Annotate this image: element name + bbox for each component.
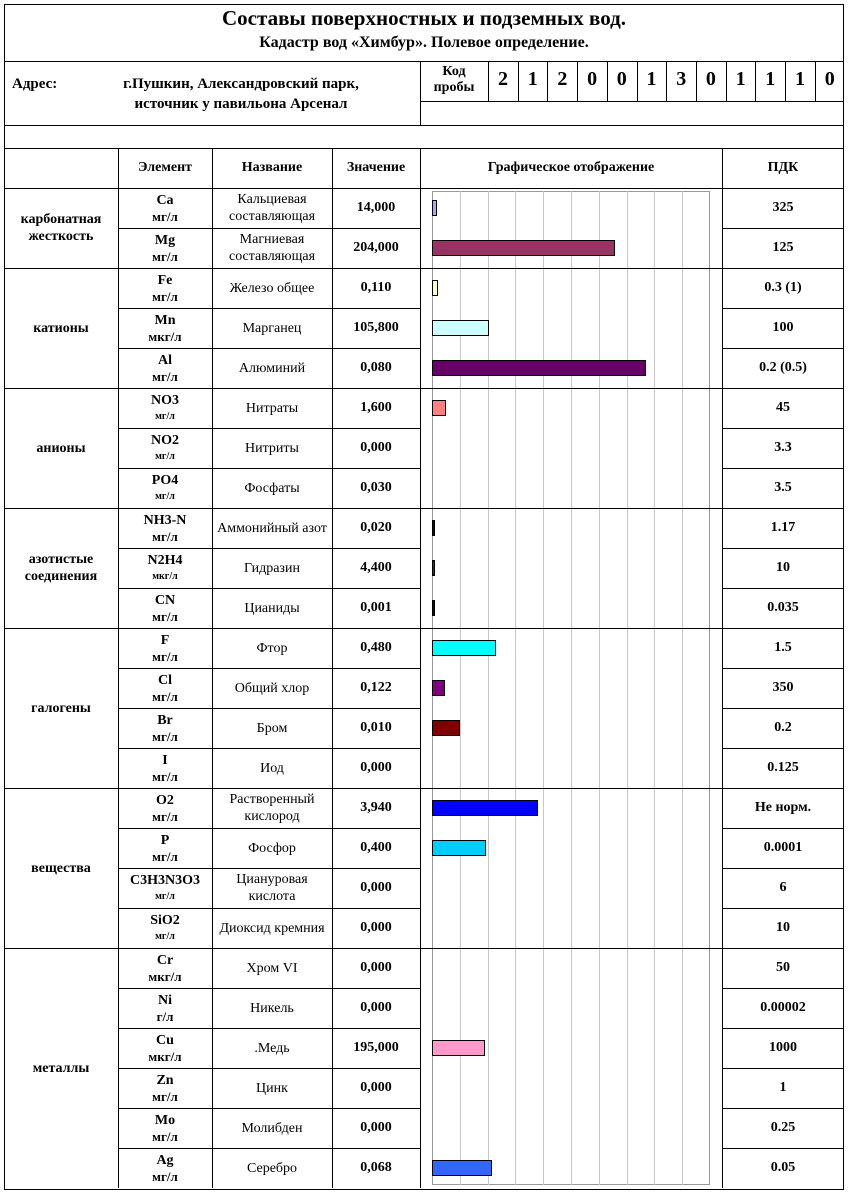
element-cell [118, 948, 212, 988]
graph-gridline [515, 191, 516, 1185]
sample-code-digit: 1 [646, 68, 657, 90]
element-cell [118, 908, 212, 948]
group-label: карбонатная жесткость [20, 212, 102, 244]
group-label: азотистые соединения [24, 552, 98, 584]
sample-code-digit: 1 [735, 68, 746, 90]
value-bar [432, 360, 646, 376]
divider-digit [815, 61, 816, 101]
element-name: Алюминий [238, 360, 306, 376]
element-value: 0,000 [360, 1080, 392, 1095]
element-unit: мг/л [155, 890, 175, 902]
element-name: Аммонийный азот [217, 520, 327, 536]
element-symbol: Ag [156, 1152, 174, 1168]
sample-code-digit: 1 [765, 68, 776, 90]
divider-digit [666, 61, 667, 101]
element-pdk: 325 [772, 200, 794, 215]
element-pdk: 1000 [769, 1040, 797, 1055]
element-name: Диоксид кремния [219, 920, 325, 936]
element-symbol: Cl [158, 672, 172, 688]
sample-code-digit: 1 [795, 68, 805, 90]
element-unit: мг/л [152, 288, 178, 304]
element-pdk: 45 [776, 400, 790, 415]
element-unit: мг/л [155, 930, 175, 942]
element-unit: мкг/л [148, 1048, 182, 1064]
element-pdk: 0.00002 [760, 1000, 806, 1015]
element-value: 4,400 [360, 560, 392, 575]
element-name: Циануровая кислота [236, 872, 308, 904]
element-cell [118, 668, 212, 708]
element-value: 0,000 [360, 1120, 392, 1135]
element-value: 0,010 [360, 720, 392, 735]
value-bar [432, 680, 445, 696]
element-unit: мг/л [152, 248, 178, 264]
element-pdk: 0.2 [774, 720, 792, 735]
element-name: Фосфаты [244, 480, 300, 496]
value-bar [432, 560, 435, 576]
divider-digit [755, 61, 756, 101]
element-symbol: I [162, 752, 168, 768]
value-bar [432, 800, 538, 816]
value-bar [432, 200, 437, 216]
element-unit: мг/л [152, 608, 178, 624]
element-symbol: Zn [156, 1072, 174, 1088]
element-cell [118, 628, 212, 668]
graph-gridline [654, 191, 655, 1185]
element-pdk: 0.05 [770, 1160, 796, 1175]
element-pdk: 0.0001 [763, 840, 803, 855]
element-name: Иод [260, 760, 284, 776]
element-unit: мг/л [152, 808, 178, 824]
element-value: 0,000 [360, 760, 392, 775]
address-line-1: г.Пушкин, Александровский парк, [123, 76, 359, 92]
element-name: Гидразин [244, 560, 300, 576]
value-bar [432, 1160, 492, 1176]
element-value: 195,000 [353, 1040, 399, 1055]
element-pdk: 50 [776, 960, 790, 975]
element-name: Цинк [256, 1080, 288, 1096]
graph-gridline [543, 191, 544, 1185]
element-pdk: 0.3 (1) [764, 280, 802, 295]
document-title: Составы поверхностных и подземных вод. [222, 6, 626, 30]
sample-code-digit: 0 [587, 68, 598, 90]
divider-digit [696, 61, 697, 101]
element-pdk: 0.125 [767, 760, 799, 775]
element-pdk: 0.25 [770, 1120, 796, 1135]
value-bar [432, 840, 486, 856]
element-symbol: Cr [156, 952, 174, 968]
sample-code-digit: 0 [616, 68, 627, 90]
address-line-2: источник у павильона Арсенал [134, 96, 348, 112]
element-value: 0,020 [360, 520, 392, 535]
divider-code [420, 101, 844, 102]
element-unit: мг/л [152, 688, 178, 704]
element-unit: г/л [156, 1008, 174, 1024]
element-unit: мг/л [152, 848, 178, 864]
value-bar [432, 1040, 485, 1056]
element-value: 14,000 [356, 200, 396, 215]
element-symbol: Mn [154, 312, 176, 328]
element-symbol: N2H4 [147, 552, 183, 568]
element-cell [118, 988, 212, 1028]
element-symbol: NH3-N [143, 512, 187, 528]
element-name: .Медь [254, 1040, 290, 1056]
element-value: 3,940 [360, 800, 392, 815]
graph-gridline [682, 191, 683, 1185]
element-pdk: 100 [772, 320, 794, 335]
element-unit: мг/л [155, 450, 175, 462]
element-symbol: Ni [158, 992, 172, 1008]
divider-title [4, 61, 844, 62]
sample-code-digit: 0 [705, 68, 716, 90]
group-label: вещества [31, 860, 91, 876]
element-cell [118, 588, 212, 628]
element-cell [118, 828, 212, 868]
divider-address-bottom [4, 125, 844, 126]
element-pdk: 10 [776, 920, 790, 935]
element-symbol: F [160, 632, 170, 648]
sample-code-digit: 3 [676, 68, 687, 90]
element-symbol: NO2 [151, 432, 179, 448]
element-unit: мг/л [152, 1168, 178, 1184]
element-pdk: 0.2 (0.5) [759, 360, 807, 375]
divider-spacer [4, 148, 844, 149]
element-value: 0,480 [360, 640, 392, 655]
element-value: 105,800 [353, 320, 399, 335]
document-subtitle: Кадастр вод «Химбур». Полевое определение. [259, 34, 589, 51]
element-name: Кальциевая составляющая [228, 192, 316, 224]
element-name: Марганец [242, 320, 302, 336]
element-pdk: Не норм. [754, 800, 812, 815]
element-cell [118, 748, 212, 788]
element-value: 0,000 [360, 1000, 392, 1015]
element-value: 0,000 [360, 920, 392, 935]
element-name: Магниевая составляющая [228, 232, 316, 264]
element-symbol: P [160, 832, 170, 848]
element-name: Молибден [241, 1120, 303, 1136]
divider-digit [488, 61, 489, 101]
element-cell [118, 1028, 212, 1068]
graph-gridline [460, 191, 461, 1185]
element-pdk: 1.17 [770, 520, 796, 535]
element-symbol: Al [158, 352, 172, 368]
element-unit: мг/л [152, 1128, 178, 1144]
element-value: 0,068 [360, 1160, 392, 1175]
element-symbol: SiO2 [150, 912, 180, 928]
divider-digit [547, 61, 548, 101]
divider-digit [607, 61, 608, 101]
element-name: Хром VI [246, 960, 298, 976]
element-cell [118, 868, 212, 908]
element-name: Растворенный кислород [229, 792, 315, 824]
element-name: Фосфор [248, 840, 296, 856]
divider-digit [637, 61, 638, 101]
graph-gridline [488, 191, 489, 1185]
element-pdk: 350 [772, 680, 794, 695]
element-name: Нитриты [245, 440, 299, 456]
element-symbol: Cu [156, 1032, 174, 1048]
element-cell [118, 788, 212, 828]
element-cell [118, 1108, 212, 1148]
divider-digit [785, 61, 786, 101]
sample-code-digit: 0 [824, 68, 835, 90]
element-value: 0,400 [360, 840, 392, 855]
element-value: 0,000 [360, 880, 392, 895]
element-unit: мг/л [152, 528, 178, 544]
element-value: 0,122 [360, 680, 392, 695]
element-unit: мкг/л [152, 570, 178, 582]
element-symbol: Ca [156, 192, 174, 208]
element-pdk: 125 [772, 240, 794, 255]
element-cell [118, 188, 212, 228]
element-symbol: NO3 [151, 392, 179, 408]
group-label: катионы [33, 320, 89, 336]
element-unit: мг/л [152, 368, 178, 384]
element-value: 0,001 [360, 600, 392, 615]
col-header-graphic: Графическое отображение [487, 160, 655, 175]
sample-code-label: Код пробы [433, 64, 475, 95]
element-value: 0,080 [360, 360, 392, 375]
element-cell [118, 508, 212, 548]
element-name: Нитраты [245, 400, 299, 416]
divider-digit [726, 61, 727, 101]
element-value: 1,600 [360, 400, 392, 415]
element-pdk: 0.035 [767, 600, 799, 615]
element-value: 0,000 [360, 440, 392, 455]
element-value: 0,110 [360, 280, 392, 295]
group-label: металлы [32, 1060, 90, 1076]
col-header-name: Название [241, 160, 303, 175]
element-cell [118, 308, 212, 348]
element-value: 204,000 [353, 240, 399, 255]
element-cell [118, 708, 212, 748]
element-unit: мг/л [152, 728, 178, 744]
element-name: Фтор [256, 640, 288, 656]
col-header-pdk: ПДК [767, 160, 799, 175]
element-name: Серебро [246, 1160, 298, 1176]
group-label: галогены [31, 700, 91, 716]
element-name: Общий хлор [234, 680, 310, 696]
element-symbol: Fe [157, 272, 173, 288]
element-symbol: Mg [154, 232, 176, 248]
element-name: Бром [256, 720, 288, 736]
element-symbol: O2 [156, 792, 174, 808]
sample-code-digit: 1 [527, 68, 538, 90]
element-value: 0,030 [360, 480, 392, 495]
element-cell [118, 228, 212, 268]
element-symbol: C3H3N3O3 [130, 872, 200, 888]
element-value: 0,000 [360, 960, 392, 975]
element-name: Цианиды [244, 600, 300, 616]
element-symbol: PO4 [151, 472, 179, 488]
element-cell [118, 348, 212, 388]
value-bar [432, 320, 489, 336]
value-bar [432, 240, 615, 256]
element-unit: мг/л [152, 768, 178, 784]
value-bar [432, 600, 435, 616]
col-header-element: Элемент [137, 160, 193, 175]
element-cell [118, 268, 212, 308]
value-bar [432, 520, 435, 536]
element-unit: мг/л [152, 208, 178, 224]
divider-digit [577, 61, 578, 101]
divider-address [420, 61, 421, 125]
element-pdk: 3.5 [774, 480, 792, 495]
graph-gridline [599, 191, 600, 1185]
element-unit: мкг/л [148, 328, 182, 344]
element-name: Никель [250, 1000, 294, 1016]
element-pdk: 3.3 [774, 440, 792, 455]
element-unit: мг/л [155, 410, 175, 422]
element-symbol: Mo [154, 1112, 176, 1128]
divider-digit [518, 61, 519, 101]
element-unit: мг/л [152, 1088, 178, 1104]
element-unit: мкг/л [148, 968, 182, 984]
graph-gridline [627, 191, 628, 1185]
element-pdk: 6 [779, 880, 787, 895]
address-label: Адрес: [12, 76, 58, 92]
sample-code-digit: 2 [557, 68, 568, 90]
element-pdk: 10 [776, 560, 790, 575]
element-pdk: 1 [779, 1080, 787, 1095]
graph-gridline [571, 191, 572, 1185]
element-cell [118, 428, 212, 468]
value-bar [432, 280, 438, 296]
value-bar [432, 640, 496, 656]
element-cell [118, 468, 212, 508]
sample-code-digit: 2 [498, 68, 508, 90]
value-bar [432, 400, 446, 416]
col-header-value: Значение [346, 160, 406, 175]
element-unit: мг/л [152, 648, 178, 664]
value-bar [432, 720, 460, 736]
element-name: Железо общее [229, 280, 315, 296]
divider-column [420, 148, 421, 1188]
element-cell [118, 548, 212, 588]
element-cell [118, 388, 212, 428]
element-symbol: Br [157, 712, 173, 728]
element-symbol: CN [154, 592, 176, 608]
element-cell [118, 1148, 212, 1188]
group-label: анионы [36, 440, 86, 456]
element-cell [118, 1068, 212, 1108]
element-unit: мг/л [155, 490, 175, 502]
element-pdk: 1.5 [774, 640, 792, 655]
